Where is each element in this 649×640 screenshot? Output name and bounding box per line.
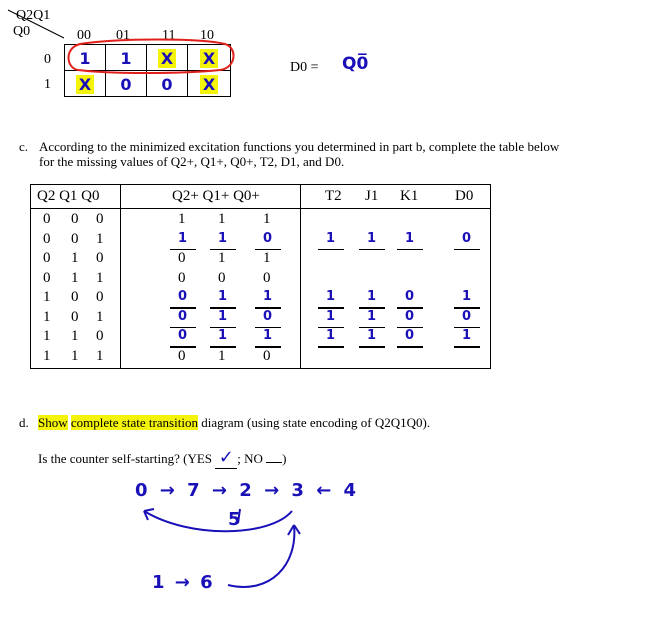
kmap-row-header: 1: [44, 77, 51, 92]
kmap-row-header: 0: [44, 52, 51, 67]
cell-q0: 0: [96, 211, 104, 227]
cell-q0: 1: [96, 308, 104, 325]
question-post: ): [282, 451, 287, 466]
kmap-cell: 1: [64, 44, 106, 71]
table-left-border: [30, 184, 31, 369]
answer-underline: [359, 249, 385, 251]
answer-underline: [359, 346, 385, 348]
kmap-grouping-loop: [60, 38, 240, 78]
table-header-border: [30, 208, 490, 209]
cell-n2: 0: [178, 269, 186, 286]
cell-n2: 0: [178, 347, 186, 364]
cell-n1: 1: [218, 211, 226, 227]
cell-q1: 1: [71, 269, 79, 286]
part-d-text: [38, 415, 430, 431]
header-j1: J1: [365, 188, 379, 204]
header-k1: K1: [400, 188, 419, 204]
cell-n2: 0: [178, 289, 188, 304]
answer-underline: [397, 346, 423, 348]
kmap-cell: X: [64, 70, 106, 97]
cell-j1: 1: [367, 308, 377, 324]
cell-n1: 1: [218, 230, 228, 246]
part-d-highlight: complete state transition: [70, 415, 198, 430]
table-right-border: [490, 184, 491, 369]
cell-j1: 1: [367, 328, 377, 343]
cell-n0: 0: [263, 230, 273, 246]
cell-q2: 1: [43, 328, 51, 344]
cell-n0: 1: [263, 328, 273, 343]
kmap-corner-left: Q0: [13, 24, 31, 39]
cell-q0: 0: [96, 289, 104, 305]
cell-q1: 0: [71, 289, 79, 305]
cell-n1: 1: [218, 289, 228, 304]
cell-q1: 0: [71, 211, 79, 227]
kmap-cell: 0: [105, 70, 147, 97]
yes-check-mark: ✓: [215, 447, 237, 469]
cell-q2: 0: [43, 230, 51, 247]
transition-arrows: [130, 495, 330, 605]
cell-q1: 1: [71, 347, 79, 364]
part-d-text-pre: Show: [38, 415, 68, 430]
kmap-col-header: 00: [77, 28, 91, 43]
cell-d0: 0: [462, 230, 472, 246]
cell-n0: 1: [263, 211, 271, 227]
cell-q2: 1: [43, 308, 51, 325]
cell-n1: 1: [218, 328, 228, 343]
kmap-corner-top: Q2Q1: [16, 8, 51, 23]
cell-t2: 1: [326, 230, 336, 246]
cell-q0: 1: [96, 269, 104, 286]
cell-k1: 0: [405, 289, 415, 304]
cell-q2: 1: [43, 289, 51, 305]
cell-n0: 0: [263, 308, 273, 324]
cell-q0: 1: [96, 347, 104, 364]
cell-t2: 1: [326, 289, 336, 304]
cell-j1: 1: [367, 230, 377, 246]
header-state: Q2 Q1 Q0: [37, 188, 100, 204]
cell-n2: 0: [178, 308, 188, 324]
cell-k1: 1: [405, 230, 415, 246]
kmap-cell: X: [187, 70, 231, 97]
diagram-line2: 1 → 6: [152, 572, 215, 593]
cell-n2: 0: [178, 328, 188, 343]
cell-k1: 0: [405, 328, 415, 343]
kmap-cell: 1: [105, 44, 147, 71]
cell-n1: 1: [218, 308, 228, 324]
cell-n1: 1: [218, 347, 226, 364]
cell-n1: 0: [218, 269, 226, 286]
kmap-cell: X: [146, 44, 188, 71]
kmap-col-header: 01: [116, 28, 130, 43]
answer-underline: [397, 249, 423, 251]
table-col-divider: [300, 184, 301, 369]
cell-q2: 0: [43, 211, 51, 227]
part-c-line1: According to the minimized excitation functions you determined in part b, complete the table below: [39, 139, 560, 154]
d0-label: D0 =: [290, 60, 319, 75]
cell-q0: 0: [96, 250, 104, 266]
cell-q1: 1: [71, 328, 79, 344]
header-d0: D0: [455, 188, 474, 204]
cell-q2: 0: [43, 269, 51, 286]
table-col-divider: [120, 184, 121, 369]
answer-underline: [454, 249, 480, 251]
cell-q2: 1: [43, 347, 51, 364]
question-mid: ; NO: [237, 451, 263, 466]
kmap-col-header: 11: [162, 28, 176, 43]
cell-t2: 1: [326, 328, 336, 343]
cell-q2: 0: [43, 250, 51, 266]
diagram-line1: 0 → 7 → 2 → 3 ← 4: [135, 480, 360, 501]
cell-n0: 1: [263, 250, 271, 266]
cell-n0: 0: [263, 347, 271, 364]
self-starting-question: [38, 447, 287, 469]
answer-underline: [318, 346, 344, 348]
answer-underline: [318, 249, 344, 251]
cell-j1: 1: [367, 289, 377, 304]
no-blank: [266, 462, 282, 463]
cell-q1: 0: [71, 308, 79, 325]
cell-d0: 1: [462, 328, 472, 343]
part-d-text-post: diagram (using state encoding of Q2Q1Q0).: [201, 415, 431, 430]
question-pre: Is the counter self-starting? (YES: [38, 451, 213, 466]
part-c-line2: for the missing values of Q2+, Q1+, Q0+, T2, D1, and D0.: [39, 154, 345, 169]
header-t2: T2: [325, 188, 342, 204]
cell-d0: 0: [462, 308, 472, 324]
cell-q0: 1: [96, 230, 104, 247]
table-bottom-border: [30, 368, 490, 369]
cell-k1: 0: [405, 308, 415, 324]
part-d-letter: d.: [19, 415, 29, 430]
answer-underline: [454, 346, 480, 348]
cell-n2: 1: [178, 230, 188, 246]
cell-t2: 1: [326, 308, 336, 324]
arc-6-to-5: [228, 525, 294, 587]
table-top-border: [30, 184, 490, 185]
cell-n2: 0: [178, 250, 186, 266]
cell-n0: 1: [263, 289, 273, 304]
header-next: Q2+ Q1+ Q0+: [172, 188, 260, 204]
cell-n1: 1: [218, 250, 226, 266]
kmap-col-header: 10: [200, 28, 214, 43]
cell-d0: 1: [462, 289, 472, 304]
cell-q0: 0: [96, 328, 104, 344]
diagram-label-5: 5: [228, 509, 241, 530]
kmap-cell: X: [187, 44, 231, 71]
kmap-cell: 0: [146, 70, 188, 97]
arc-5-to-0: [144, 511, 292, 531]
arrow-to-5: [238, 509, 240, 523]
d0-answer: Q0̅: [342, 54, 369, 74]
cell-n0: 0: [263, 269, 271, 286]
cell-q1: 0: [71, 230, 79, 247]
cell-q1: 1: [71, 250, 79, 266]
cell-n2: 1: [178, 211, 186, 227]
part-c-letter: c.: [19, 139, 29, 154]
